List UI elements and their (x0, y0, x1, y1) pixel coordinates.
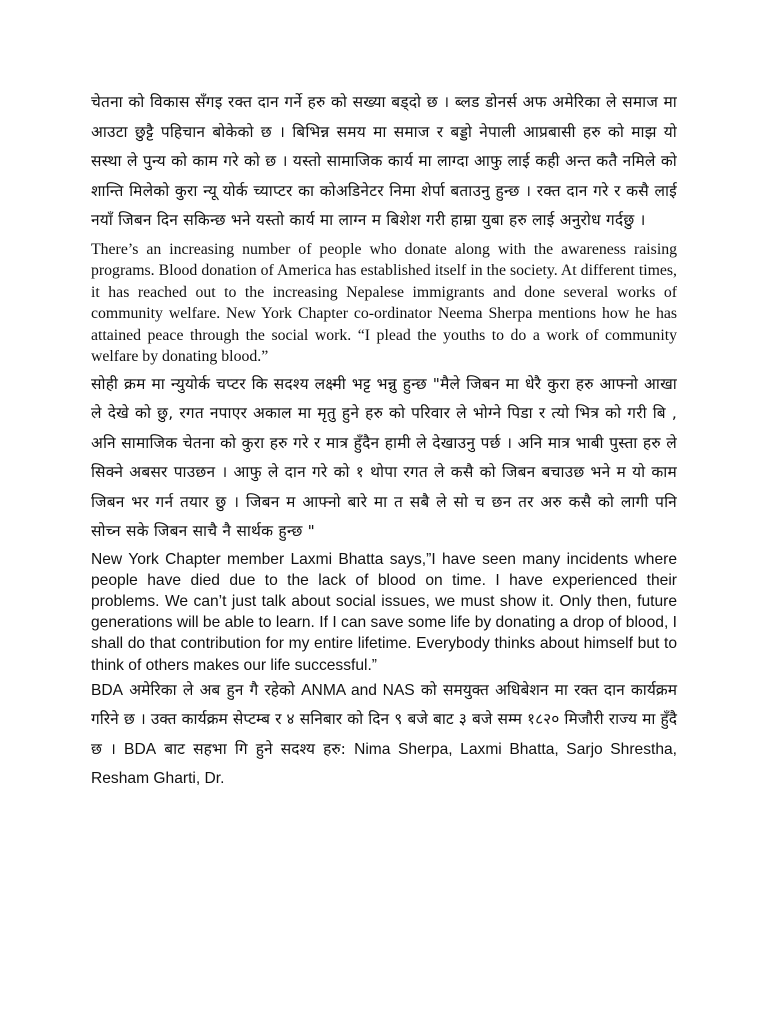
nepali-paragraph-event-announcement (91, 676, 677, 794)
nepali-paragraph-laxmi-quote: सोही क्रम मा न्युयोर्क चप्टर कि सदश्य लक्ष्मी भट्ट भन्नु हुन्छ "मैले जिबन मा धेरै कुरा हरु आफ्नो आखा ले देखे को छु, रगत नपाएर अकाल मा मृतु हुने हरु को परिवार ले भोग्ने पिडा र त्यो भित्र को गरी बि , अनि सामाजिक चेतना को कुरा हरु गरे र मात्र हुँदैन हामी ले देखाउनु पर्छ । अनि मात्र भाबी पुस्ता हरु ले सिक्ने अबसर पाउछन । आफु ले दान गरे को १ थोपा रगत ले कसै को जिबन बचाउछ भने म यो काम जिबन भर गर्न तयार छु । जिबन म आफ्नो बारे मा त सबै ले सो च छन तर अरु कसै को लागी पनि सोच्न सके जिबन साचै नै सार्थक हुन्छ " (91, 374, 677, 540)
english-paragraph-laxmi-quote: New York Chapter member Laxmi Bhatta says,”I have seen many incidents where people have died due to the lack of blood on time. I have experienced their problems. We can’t just talk about social issues, we must show it. Only then, future generations will be able to learn. If I can save some life by donating a drop of blood, I shall do that contribution for my entire lifetime. Everybody thinks about himself but to think of others makes our life successful.” (91, 550, 677, 674)
document-page (91, 88, 677, 794)
text-segment: को समयुक्त अधिबेशन मा रक्त दान कार्यक्रम गरिने छ । उक्त कार्यक्रम सेप्टम्ब र ४ सनिबार को दिन ९ बजे बाट ३ बजे सम्म १८२० मिजौरी राज्य मा हुँदै छ । (91, 680, 677, 758)
text-segment: अमेरिका ले अब हुन गै रहेको (123, 680, 302, 699)
text-segment: BDA (91, 681, 124, 699)
nepali-paragraph-blood-donors: चेतना को विकास सँगइ रक्त दान गर्ने हरु को सख्या बड्दो छ । ब्लड डोनर्स अफ अमेरिका ले समाज मा आउटा छुट्टै पहिचान बोकेको छ । बिभिन्न समय मा समाज र बड्डो नेपाली आप्रबासी हरु को माझ यो सस्था ले पुन्य को काम गरे को छ । यस्तो सामाजिक कार्य मा लाग्दा आफु लाई कही अन्त कतै नमिले को शान्ति मिलेको कुरा न्यू योर्क च्याप्टर का कोअडिनेटर निमा शेर्पा बताउनु हुन्छ । रक्त दान गरे र कसै लाई नयाँ जिबन दिन सकिन्छ भने यस्तो कार्य मा लाग्न म बिशेश गरी हाम्रा युबा हरु लाई अनुरोध गर्दछु । (91, 93, 677, 229)
text-segment: BDA (124, 740, 157, 758)
english-paragraph-blood-donors: There’s an increasing number of people who donate along with the awareness raising programs. Blood donation of America has established itself in the society. At different times, it has reached out to the increasing Nepalese immigrants and done several works of community welfare. New York Chapter co-ordinator Neema Sherpa mentions how he has attained peace through the social work. “I plead the youths to do a work of community welfare by donating blood.” (91, 240, 677, 365)
text-segment: ANMA and NAS (301, 681, 415, 699)
text-segment: Nima Sherpa, Laxmi Bhatta, Sarjo Shrestha, Resham Gharti, Dr. (91, 740, 677, 788)
text-segment: बाट सहभा गि हुने सदश्य हरु: (156, 739, 355, 758)
